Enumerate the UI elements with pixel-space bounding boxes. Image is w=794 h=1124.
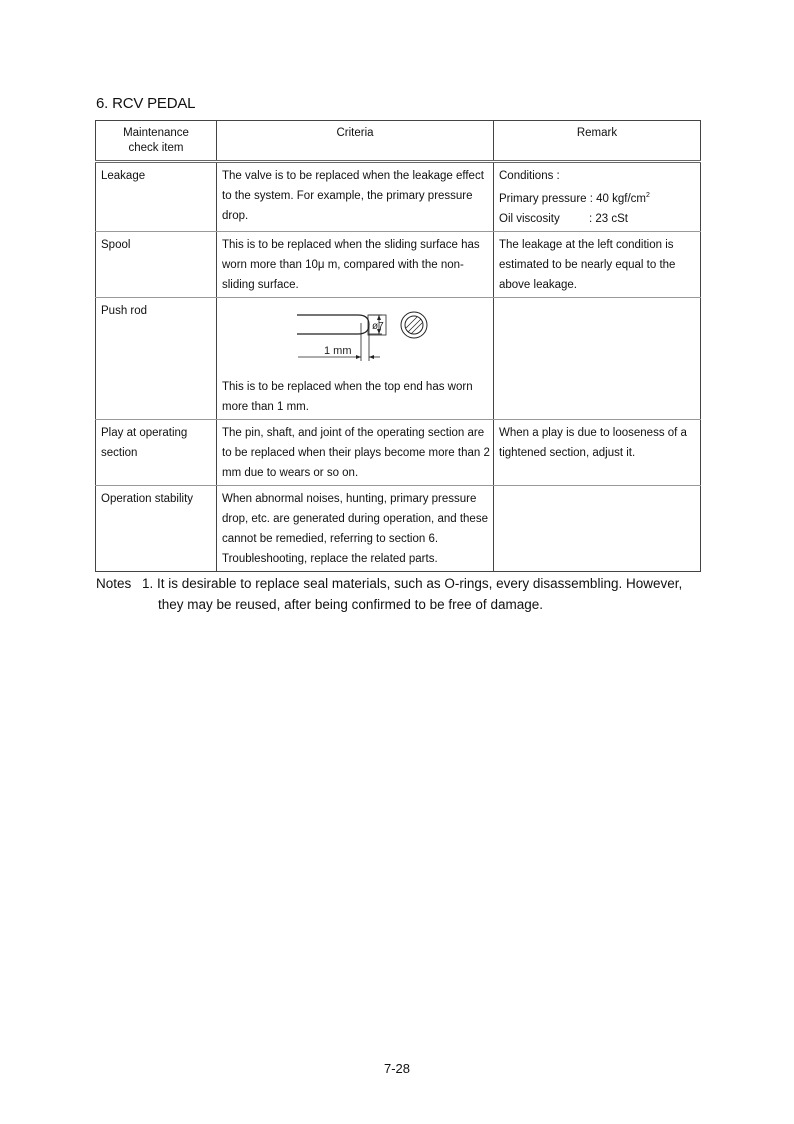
notes-section: [96, 573, 716, 615]
criteria-line: worn more than 10μ m, compared with the non-: [222, 259, 464, 271]
table-row-leakage: [96, 162, 701, 232]
table-row-operation-stability: [96, 486, 701, 572]
check-item-text: section: [101, 447, 138, 459]
criteria-line: The pin, shaft, and joint of the operating section are: [222, 427, 485, 439]
criteria-cell: [217, 232, 494, 298]
remark-cell: [494, 232, 701, 298]
header-check-item-line2: check item: [128, 142, 184, 154]
criteria-line: drop, etc. are generated during operation, and these: [222, 513, 488, 525]
primary-pressure-text: Primary pressure : 40 kgf/cm: [499, 193, 646, 205]
check-item-cell: [96, 420, 217, 486]
table-row-spool: [96, 232, 701, 298]
push-rod-drawing: [222, 303, 490, 373]
table-header-row: [96, 121, 701, 162]
criteria-line: to the system. For example, the primary pressure: [222, 190, 473, 202]
remark-line: tightened section, adjust it.: [499, 447, 636, 459]
header-remark: Remark: [494, 121, 701, 162]
maintenance-table: [95, 120, 701, 572]
notes-label: Notes: [96, 576, 132, 591]
remark-cell: [494, 298, 701, 420]
criteria-line: drop.: [222, 210, 249, 222]
table-row-push-rod: [96, 298, 701, 420]
criteria-cell: [217, 486, 494, 572]
criteria-cell: [217, 298, 494, 420]
header-criteria: Criteria: [217, 121, 494, 162]
diameter-label: ø7: [372, 321, 384, 332]
page-number: 7-28: [383, 1061, 411, 1076]
remark-line: When a play is due to looseness of a: [499, 427, 687, 439]
oil-viscosity-value: : 23 cSt: [589, 213, 628, 225]
section-title: 6. RCV PEDAL: [96, 95, 196, 112]
remark-cell: [494, 162, 701, 232]
criteria-cell: [217, 420, 494, 486]
check-item-cell: [96, 486, 217, 572]
criteria-cell: [217, 162, 494, 232]
notes-line-2: they may be reused, after being confirmed to be free of damage.: [158, 597, 543, 612]
length-label: 1 mm: [324, 345, 352, 357]
check-item-cell: [96, 232, 217, 298]
check-item-text: Play at operating: [101, 427, 188, 439]
remark-line: estimated to be nearly equal to the: [499, 259, 676, 271]
table-row-play-at-operating-section: [96, 420, 701, 486]
remark-line: The leakage at the left condition is: [499, 239, 674, 251]
notes-line-1: 1. It is desirable to replace seal materials, such as O-rings, every disassembling. However,: [142, 576, 683, 591]
check-item-cell: [96, 162, 217, 232]
remark-line: above leakage.: [499, 279, 578, 291]
remark-cell: [494, 420, 701, 486]
oil-viscosity-label: Oil viscosity: [499, 213, 560, 225]
push-rod-diagram: [222, 303, 489, 373]
criteria-line: to be replaced when their plays become more than 2: [222, 447, 490, 459]
check-item-text: Spool: [101, 239, 131, 251]
remark-oil-viscosity: [499, 209, 696, 229]
criteria-line: Troubleshooting, replace the related parts.: [222, 553, 438, 565]
superscript-2: 2: [645, 192, 650, 199]
criteria-line: mm due to wears or so on.: [222, 467, 359, 479]
check-item-text: Operation stability: [101, 493, 194, 505]
check-item-text: Leakage: [101, 170, 146, 182]
check-item-cell: [96, 298, 217, 420]
criteria-line: This is to be replaced when the sliding surface has: [222, 239, 480, 251]
check-item-text: Push rod: [101, 305, 148, 317]
criteria-line: more than 1 mm.: [222, 401, 309, 413]
criteria-line: sliding surface.: [222, 279, 299, 291]
remark-cell: [494, 486, 701, 572]
header-check-item: [96, 121, 217, 162]
criteria-line: The valve is to be replaced when the leakage effect: [222, 170, 484, 182]
criteria-line: When abnormal noises, hunting, primary pressure: [222, 493, 477, 505]
criteria-line: cannot be remedied, referring to section 6.: [222, 533, 439, 545]
criteria-line: This is to be replaced when the top end has worn: [222, 381, 473, 393]
remark-conditions: Conditions :: [499, 170, 560, 182]
header-check-item-line1: Maintenance: [123, 127, 189, 139]
remark-primary-pressure: [499, 186, 696, 209]
